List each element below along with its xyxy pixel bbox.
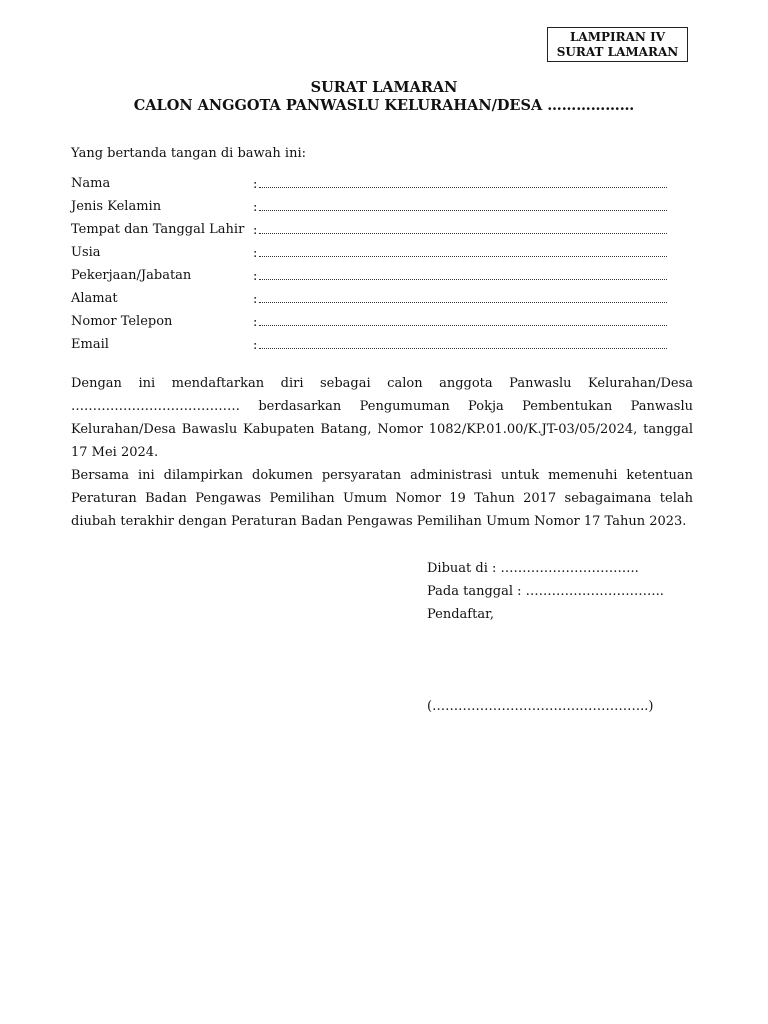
document-subtitle: CALON ANGGOTA PANWASLU KELURAHAN/DESA ………………	[133, 97, 635, 114]
signature-role: Pendaftar,	[427, 607, 495, 622]
field-label: Jenis Kelamin	[71, 199, 162, 214]
field-label: Nama	[71, 176, 111, 191]
field-label: Email	[71, 337, 109, 352]
field-blank[interactable]: :	[253, 336, 667, 355]
signature-date: Pada tanggal : …………………………..	[427, 584, 664, 599]
intro-text: Yang bertanda tangan di bawah ini:	[71, 146, 306, 161]
field-blank[interactable]: :	[253, 267, 667, 286]
attachment-line-1: LAMPIRAN IV	[569, 30, 666, 44]
field-blank[interactable]: :	[253, 313, 667, 332]
field-blank[interactable]: :	[253, 290, 667, 309]
field-row-alamat	[71, 290, 671, 313]
attachment-label-box	[547, 27, 688, 62]
document-title: SURAT LAMARAN	[310, 79, 458, 96]
field-blank[interactable]: :	[253, 198, 667, 217]
field-blank[interactable]: :	[253, 175, 667, 194]
attachment-paragraph: Bersama ini dilampirkan dokumen persyaratan administrasi untuk memenuhi ketentuan Peraturan Badan Pengawas Pemilihan Umum Nomor 19 Tahun 2017 sebagaimana telah diubah terakhir dengan Peraturan Badan Pengawas Pemilihan Umum Nomor 17 Tahun 2023.	[71, 468, 693, 529]
field-blank[interactable]: :	[253, 244, 667, 263]
field-label: Nomor Telepon	[71, 314, 173, 329]
signature-place: Dibuat di : …………………………..	[427, 561, 639, 576]
field-row-nomor-telepon	[71, 313, 671, 336]
field-label: Usia	[71, 245, 101, 260]
applicant-fields	[71, 175, 671, 359]
signature-name-line: (…………………………………………..)	[427, 699, 654, 714]
field-row-email	[71, 336, 671, 359]
registration-paragraph: Dengan ini mendaftarkan diri sebagai calon anggota Panwaslu Kelurahan/Desa ………………………………… berdasarkan Pengumuman Pokja Pembentukan Panwaslu Kelurahan/Desa Bawaslu Kabupaten Batang, Nomor 1082/KP.01.00/K.JT-03/05/2024, tanggal 17 Mei 2024.	[71, 376, 693, 460]
field-label: Pekerjaan/Jabatan	[71, 268, 192, 283]
field-blank[interactable]: :	[253, 221, 667, 240]
field-label: Alamat	[71, 291, 118, 306]
field-row-tempat-tanggal-lahir	[71, 221, 671, 244]
attachment-line-2: SURAT LAMARAN	[556, 45, 679, 59]
field-row-pekerjaan	[71, 267, 671, 290]
field-row-usia	[71, 244, 671, 267]
field-row-nama	[71, 175, 671, 198]
field-label: Tempat dan Tanggal Lahir	[71, 222, 245, 237]
field-row-jenis-kelamin	[71, 198, 671, 221]
